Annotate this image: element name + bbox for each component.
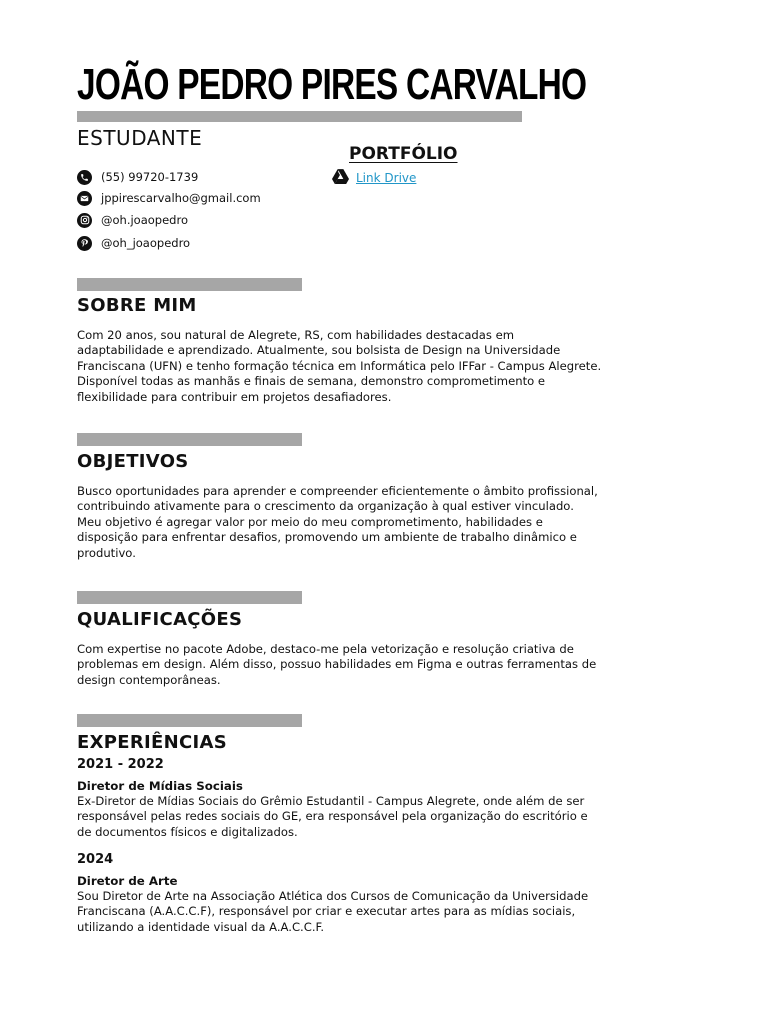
objectives-section-bar xyxy=(77,433,302,446)
drive-link[interactable]: Link Drive xyxy=(356,171,417,185)
about-text: Com 20 anos, sou natural de Alegrete, RS, com habilidades destacadas em adaptabilidade e aprendizado. Atualmente, sou bolsista de Design na Universidade Franciscana (UFN) e tenho formação técnica em Informática pelo IFFar - Campus Alegrete. Disponível todas as manhãs e finais de semana, demonstro comprometimento e flexibilidade para contribuir em projetos desafiadores. xyxy=(77,328,602,404)
name-underline-bar xyxy=(77,111,522,122)
experience-period: 2024 xyxy=(77,852,114,867)
contact-email xyxy=(77,190,261,206)
email-icon xyxy=(77,191,92,206)
experience-period: 2021 - 2022 xyxy=(77,757,164,772)
phone-text: (55) 99720-1739 xyxy=(101,170,199,184)
google-drive-icon xyxy=(332,169,349,187)
contact-pinterest xyxy=(77,235,190,251)
pinterest-icon xyxy=(77,236,92,251)
objectives-title: OBJETIVOS xyxy=(77,451,189,472)
job-title: ESTUDANTE xyxy=(77,126,203,150)
experiences-section-bar xyxy=(77,714,302,727)
about-section-bar xyxy=(77,278,302,291)
qualifications-section-bar xyxy=(77,591,302,604)
experiences-title: EXPERIÊNCIAS xyxy=(77,732,227,753)
contact-phone xyxy=(77,169,198,185)
phone-icon xyxy=(77,170,92,185)
contact-instagram xyxy=(77,212,188,228)
experience-role: Diretor de Arte xyxy=(77,874,178,888)
instagram-text: @oh.joaopedro xyxy=(101,213,188,227)
about-title: SOBRE MIM xyxy=(77,295,197,316)
email-text: jppirescarvalho@gmail.com xyxy=(101,191,261,205)
portfolio-title: PORTFÓLIO xyxy=(349,144,458,164)
objectives-text: Busco oportunidades para aprender e compreender eficientemente o âmbito profissional, contribuindo ativamente para o crescimento da organização à qual estiver vinculado. Meu objetivo é agregar valor por meio do meu comprometimento, habilidades e disposição para enfrentar desafios, promovendo um ambiente de trabalho dinâmico e produtivo. xyxy=(77,484,598,560)
qualifications-title: QUALIFICAÇÕES xyxy=(77,609,243,630)
instagram-icon xyxy=(77,213,92,228)
experience-description: Ex-Diretor de Mídias Sociais do Grêmio Estudantil - Campus Alegrete, onde além de ser responsável pelas redes sociais do GE, era responsável pela organização do escritório e de documentos físicos e digitalizados. xyxy=(77,794,588,839)
full-name: JOÃO PEDRO PIRES CARVALHO xyxy=(77,60,587,109)
qualifications-text: Com expertise no pacote Adobe, destaco-me pela vetorização e resolução criativa de problemas em design. Além disso, possuo habilidades em Figma e outras ferramentas de design contemporâneas. xyxy=(77,642,597,687)
portfolio-link-row xyxy=(332,170,416,186)
experience-description: Sou Diretor de Arte na Associação Atlética dos Cursos de Comunicação da Universidade Franciscana (A.A.C.C.F), responsável por criar e executar artes para as mídias sociais, utilizando a identidade visual da A.A.C.C.F. xyxy=(77,889,589,934)
pinterest-text: @oh_joaopedro xyxy=(101,236,191,250)
experience-role: Diretor de Mídias Sociais xyxy=(77,779,243,793)
